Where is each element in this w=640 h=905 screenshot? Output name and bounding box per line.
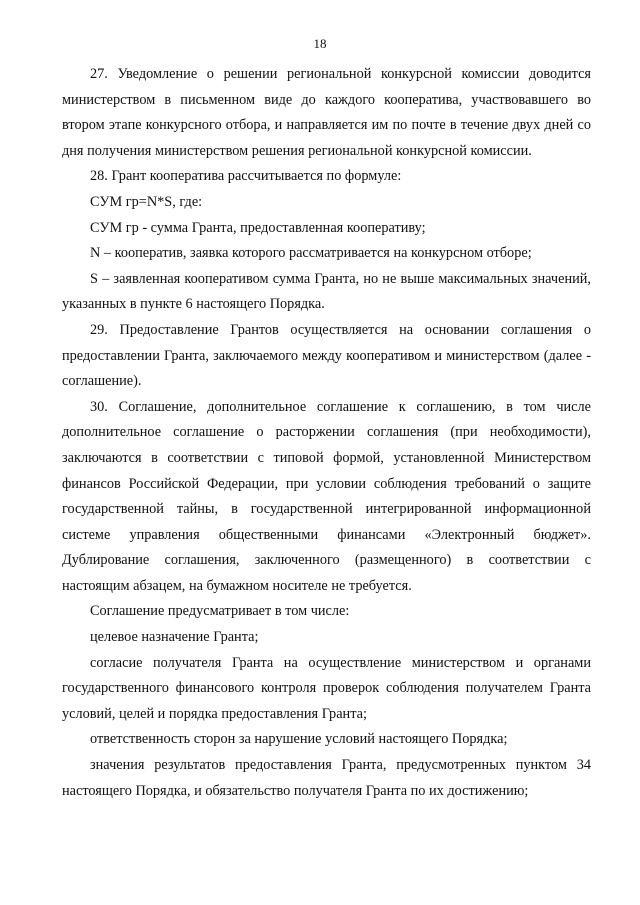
agreement-provision-consent: согласие получателя Гранта на осуществление министерством и органами государственного финансового контроля проверок соблюдения получателем Гранта условий, целей и порядка предоставления Гранта;	[62, 654, 591, 722]
formula-definition-n: N – кооператив, заявка которого рассматривается на конкурсном отборе;	[90, 245, 532, 262]
paragraph-28: 28. Грант кооператива рассчитывается по формуле:	[90, 168, 402, 185]
agreement-provision-liability: ответственность сторон за нарушение условий настоящего Порядка;	[90, 731, 508, 748]
formula-definition-s: S – заявленная кооперативом сумма Гранта, но не выше максимальных значений, указанных в пункте 6 настоящего Порядка.	[62, 270, 591, 313]
paragraph-29: 29. Предоставление Грантов осуществляется на основании соглашения о предоставлении Гранта, заключаемого между кооперативом и министерством (далее - соглашение).	[62, 321, 591, 390]
agreement-provision-results: значения результатов предоставления Гранта, предусмотренных пунктом 34 настоящего Порядка, и обязательство получателя Гранта по их достижению;	[62, 757, 591, 799]
page-number: 18	[313, 36, 327, 51]
formula-definition-sum: СУМ гр - сумма Гранта, предоставленная кооперативу;	[90, 219, 426, 236]
agreement-provisions-intro: Соглашение предусматривает в том числе:	[90, 603, 350, 620]
document-body	[62, 62, 591, 804]
paragraph-27: 27. Уведомление о решении региональной конкурсной комиссии доводится министерством в письменном виде до каждого кооператива, участвовавшего во втором этапе конкурсного отбора, и направляется им по почте в течение двух дней со дня получения министерством решения региональной конкурсной комиссии.	[62, 66, 591, 159]
paragraph-30: 30. Соглашение, дополнительное соглашение к соглашению, в том числе дополнительное соглашение о расторжении соглашения (при необходимости), заключаются в соответствии с типовой формой, установленной Министерством финансов Российской Федерации, при условии соблюдения требований о защите государственной тайны, в государственной интегрированной информационной системе управления общественными финансами «Электронный бюджет». Дублирование соглашения, заключенного (размещенного) в соответствии с настоящим абзацем, на бумажном носителе не требуется.	[62, 398, 591, 594]
formula-line: СУМ гр=N*S, где:	[90, 193, 203, 210]
agreement-provision-purpose: целевое назначение Гранта;	[90, 629, 259, 646]
